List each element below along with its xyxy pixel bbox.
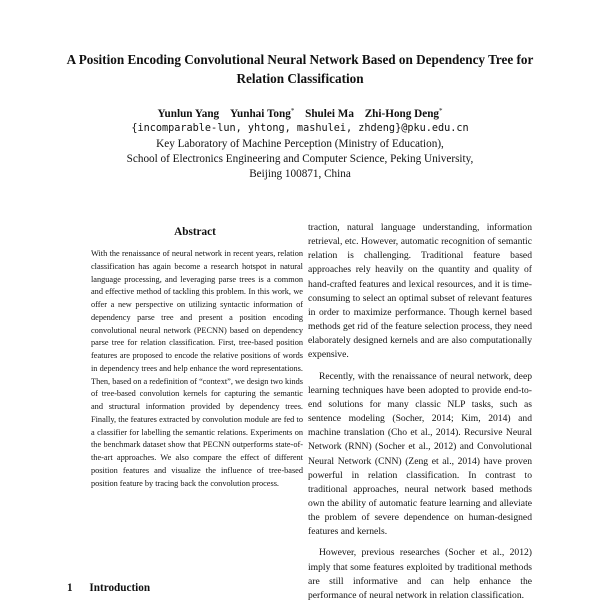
body-paragraph: traction, natural language understanding, information retrieval, etc. However, automatic recognition of semantic relation is challenging. Traditional feature based approaches rely heavily on the quantity and quality of hand-crafted features and lexical resources, and it is time-consuming to select an optimal subset of relevant features in order to maximize performance. Though kernel based methods get rid of the feature selection process, they need elaborately designed kernels and are also computationally expensive. <box>308 222 532 361</box>
author: Zhi-Hong Deng* <box>364 107 443 120</box>
body-paragraph: Recently, with the renaissance of neural network, deep learning techniques have been adopted to provide end-to-end solutions for many classic NLP tasks, such as sentence modeling (Socher, 2014; Kim, 2014) and machine translation (Cho et al., 2014). Recursive Neural Network (RNN) (Socher et al., 2012) and Convolutional Neural Network (CNN) (Zeng et al., 2014) have proven powerful in relation classification. In contrast to traditional approaches, neural network based methods own the ability of automatic feature learning and alleviate the problem of severe dependence on human-designed features and kernels. <box>308 370 532 538</box>
author-emails: {incomparable-lun, yhtong, mashulei, zhdeng}@pku.edu.cn <box>131 123 469 134</box>
author: Shulei Ma <box>305 108 354 120</box>
affiliation-line: School of Electronics Engineering and Computer Science, Peking University, <box>126 153 474 165</box>
author: Yunhai Tong* <box>229 107 295 120</box>
body-paragraph: However, previous researches (Socher et al., 2012) imply that some features exploited by traditional methods are still informative and can help enhance the performance of neural network in relation classification. <box>308 547 532 600</box>
abstract-body: With the renaissance of neural network in recent years, relation classification has again become a research hotspot in natural language processing, and leveraging parse trees is a common and effective method of tackling this problem. In this work, we offer a new perspective on utilizing syntactic information of dependency parse tree and present a position encoding convolutional neural network (PECNN) based on dependency parse tree for relation classification. First, tree-based position features are proposed to encode the relative positions of words in dependency trees and help enhance the word representations. Then, based on a redefinition of “context”, we design two kinds of tree-based convolution kernels for capturing the semantic and structural information provided by dependency trees. Finally, the features extracted by convolution module are fed to a classifier for labelling the semantic relations. Experiments on the benchmark dataset show that PECNN outperforms state-of-the-art approaches. We also compare the effect of different position features and visualize the influence of tree-based position feature by tracing back the convolution process. <box>91 249 303 488</box>
section-number: 1 <box>67 582 73 594</box>
affiliation-line: Key Laboratory of Machine Perception (Ministry of Education), <box>156 138 444 150</box>
affiliation-line: Beijing 100871, China <box>249 168 351 180</box>
author: Yunlun Yang <box>157 108 220 120</box>
right-column <box>308 221 532 600</box>
section-heading <box>67 582 150 594</box>
paper-title: A Position Encoding Convolutional Neural Network Based on Dependency Tree for Relation Classification <box>66 52 534 86</box>
section-title: Introduction <box>89 582 151 594</box>
abstract-heading: Abstract <box>174 226 216 238</box>
author-list <box>60 107 540 120</box>
